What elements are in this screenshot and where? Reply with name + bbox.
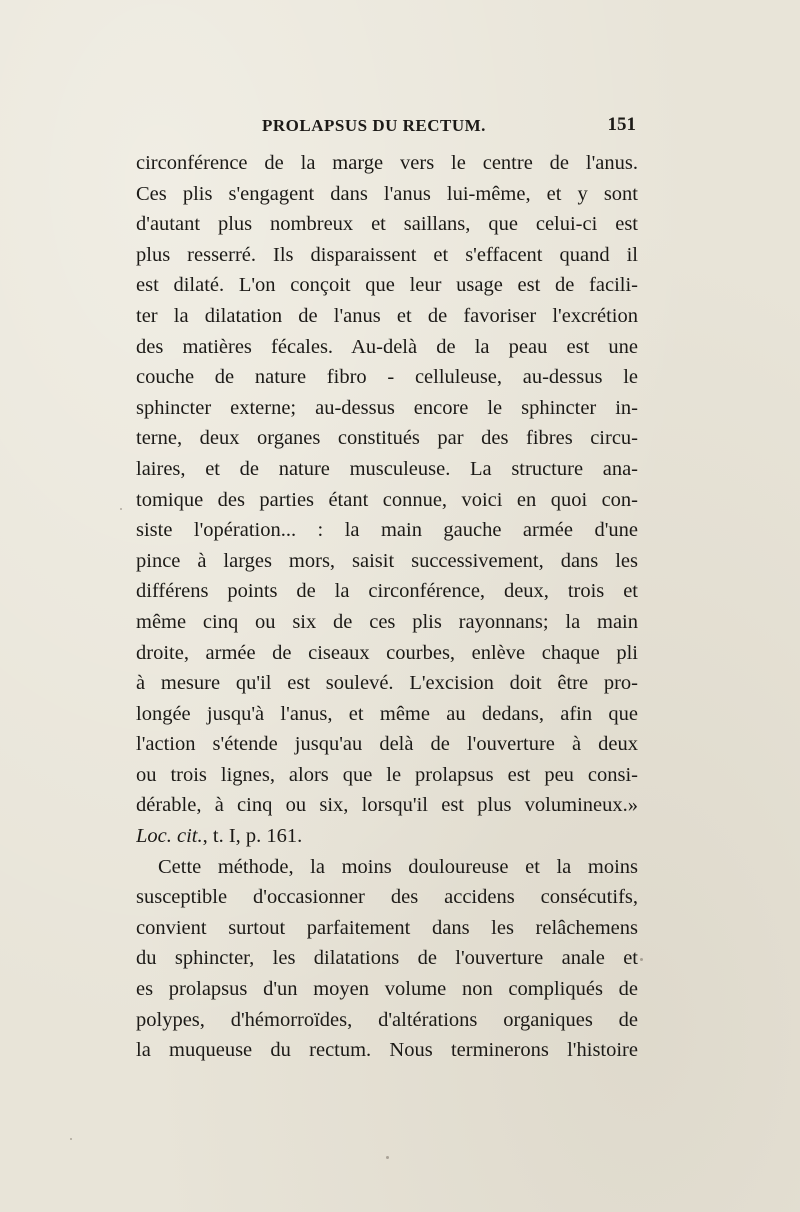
text-line: sphincter externe; au-dessus encore le sphincter in-: [136, 396, 638, 419]
text-line: circonférence de la marge vers le centre de l'anus.: [136, 152, 638, 174]
text-line: tomique des parties étant connue, voici en quoi con-: [136, 488, 638, 511]
text-line: terne, deux organes constitués par des fibres circu-: [136, 427, 638, 450]
text-line: couche de nature fibro - celluleuse, au-dessus le: [136, 366, 638, 389]
text-line: pince à larges mors, saisit successivement, dans les: [136, 549, 638, 572]
text-line: siste l'opération... : la main gauche armée d'une: [136, 519, 638, 542]
citation-line: [136, 821, 638, 852]
text-line: laires, et de nature musculeuse. La structure ana-: [136, 457, 638, 480]
text-line: du sphincter, les dilatations de l'ouverture anale et: [136, 947, 638, 970]
text-line: est dilaté. L'on conçoit que leur usage est de facili-: [136, 274, 638, 297]
text-line: susceptible d'occasionner des accidens consécutifs,: [136, 886, 638, 909]
paper-speck: [70, 1138, 72, 1140]
paper-speck: [640, 958, 643, 961]
citation-reference: , t. I, p. 161.: [202, 825, 303, 848]
text-line: longée jusqu'à l'anus, et même au dedans, afin que: [136, 702, 638, 725]
page-number: 151: [607, 114, 636, 135]
text-line: Cette méthode, la moins douloureuse et la moins: [158, 855, 638, 878]
text-line: polypes, d'hémorroïdes, d'altérations organiques de: [136, 1008, 638, 1031]
citation-source: Loc. cit.: [136, 825, 203, 848]
text-line: d'autant plus nombreux et saillans, que celui-ci est: [136, 213, 638, 236]
text-line: l'action s'étende jusqu'au delà de l'ouverture à deux: [136, 733, 638, 756]
body-text: [136, 148, 638, 1066]
text-line: ou trois lignes, alors que le prolapsus est peu consi-: [136, 763, 638, 786]
text-line: même cinq ou six de ces plis rayonnans; la main: [136, 610, 638, 633]
text-line: Ces plis s'engagent dans l'anus lui-même, et y sont: [136, 182, 638, 205]
text-line: plus resserré. Ils disparaissent et s'effacent quand il: [136, 243, 638, 266]
text-line: des matières fécales. Au-delà de la peau est une: [136, 335, 638, 358]
paper-speck: [386, 1156, 389, 1159]
running-title: PROLAPSUS DU RECTUM.: [262, 116, 486, 135]
text-line: différens points de la circonférence, deux, trois et: [136, 580, 638, 603]
text-line: à mesure qu'il est soulevé. L'excision doit être pro-: [136, 672, 638, 695]
text-line: dérable, à cinq ou six, lorsqu'il est plus volumineux.»: [136, 794, 638, 817]
text-line: droite, armée de ciseaux courbes, enlève chaque pli: [136, 641, 638, 664]
text-line: convient surtout parfaitement dans les relâchemens: [136, 916, 638, 939]
paper-speck: [120, 508, 122, 510]
text-line: es prolapsus d'un moyen volume non compliqués de: [136, 978, 638, 1001]
running-head: [136, 112, 636, 140]
text-line: ter la dilatation de l'anus et de favoriser l'excrétion: [136, 304, 638, 327]
text-line: la muqueuse du rectum. Nous terminerons l'histoire: [136, 1039, 638, 1062]
